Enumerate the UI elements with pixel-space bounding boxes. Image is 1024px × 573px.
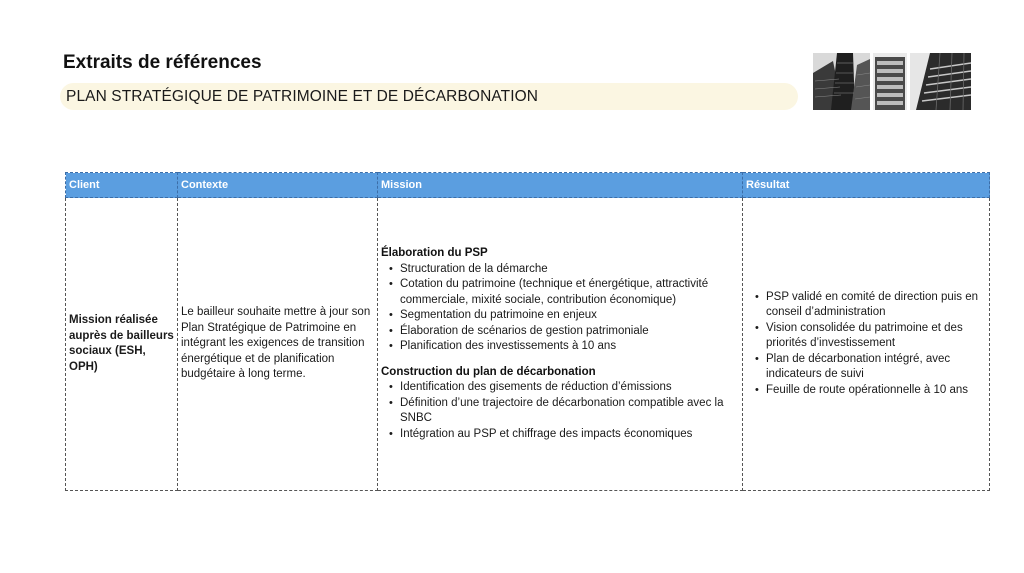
mission-section-title: Élaboration du PSP bbox=[381, 247, 488, 259]
column-header-client: Client bbox=[66, 173, 178, 198]
list-item: • Définition d’une trajectoire de décarbonation compatible avec la SNBC bbox=[389, 396, 739, 427]
list-item: • Vision consolidée du patrimoine et des priorités d’investissement bbox=[755, 321, 986, 352]
contexte-cell: Le bailleur souhaite mettre à jour son Plan Stratégique de Patrimoine en intégrant les exigences de transition énergétique et de planification budgétaire à long terme. bbox=[178, 198, 378, 491]
mission-cell bbox=[378, 198, 743, 491]
building-photo-3 bbox=[910, 53, 971, 110]
mission-section-title: Construction du plan de décarbonation bbox=[381, 365, 596, 378]
resultat-cell bbox=[743, 198, 990, 491]
page-subtitle: PLAN STRATÉGIQUE DE PATRIMOINE ET DE DÉCARBONATION bbox=[66, 88, 539, 105]
list-item: • Structuration de la démarche bbox=[389, 262, 739, 278]
list-item: • Identification des gisements de réduction d’émissions bbox=[389, 380, 739, 396]
column-header-contexte: Contexte bbox=[178, 173, 378, 198]
mission-section-list bbox=[381, 262, 739, 355]
client-cell: Mission réalisée auprès de bailleurs sociaux (ESH, OPH) bbox=[66, 198, 178, 491]
column-header-mission: Mission bbox=[378, 173, 743, 198]
list-item: • Planification des investissements à 10 ans bbox=[389, 339, 739, 355]
column-header-resultat: Résultat bbox=[743, 173, 990, 198]
table-row bbox=[66, 198, 990, 491]
building-photos bbox=[813, 53, 971, 110]
subtitle-banner bbox=[60, 83, 798, 110]
building-photo-1 bbox=[813, 53, 870, 110]
mission-section-list bbox=[381, 380, 739, 442]
page-title: Extraits de références bbox=[63, 52, 262, 73]
list-item: • Intégration au PSP et chiffrage des impacts économiques bbox=[389, 427, 739, 443]
resultat-list bbox=[746, 290, 986, 399]
list-item: • Segmentation du patrimoine en enjeux bbox=[389, 308, 739, 324]
references-table bbox=[65, 172, 990, 491]
building-photo-2 bbox=[873, 53, 907, 110]
list-item: • Feuille de route opérationnelle à 10 ans bbox=[755, 383, 986, 399]
list-item: • Cotation du patrimoine (technique et énergétique, attractivité commerciale, mixité sociale, contribution économique) bbox=[389, 277, 739, 308]
list-item: • PSP validé en comité de direction puis en conseil d’administration bbox=[755, 290, 986, 321]
table-header-row bbox=[66, 173, 990, 198]
list-item: • Élaboration de scénarios de gestion patrimoniale bbox=[389, 324, 739, 340]
list-item: • Plan de décarbonation intégré, avec indicateurs de suivi bbox=[755, 352, 986, 383]
